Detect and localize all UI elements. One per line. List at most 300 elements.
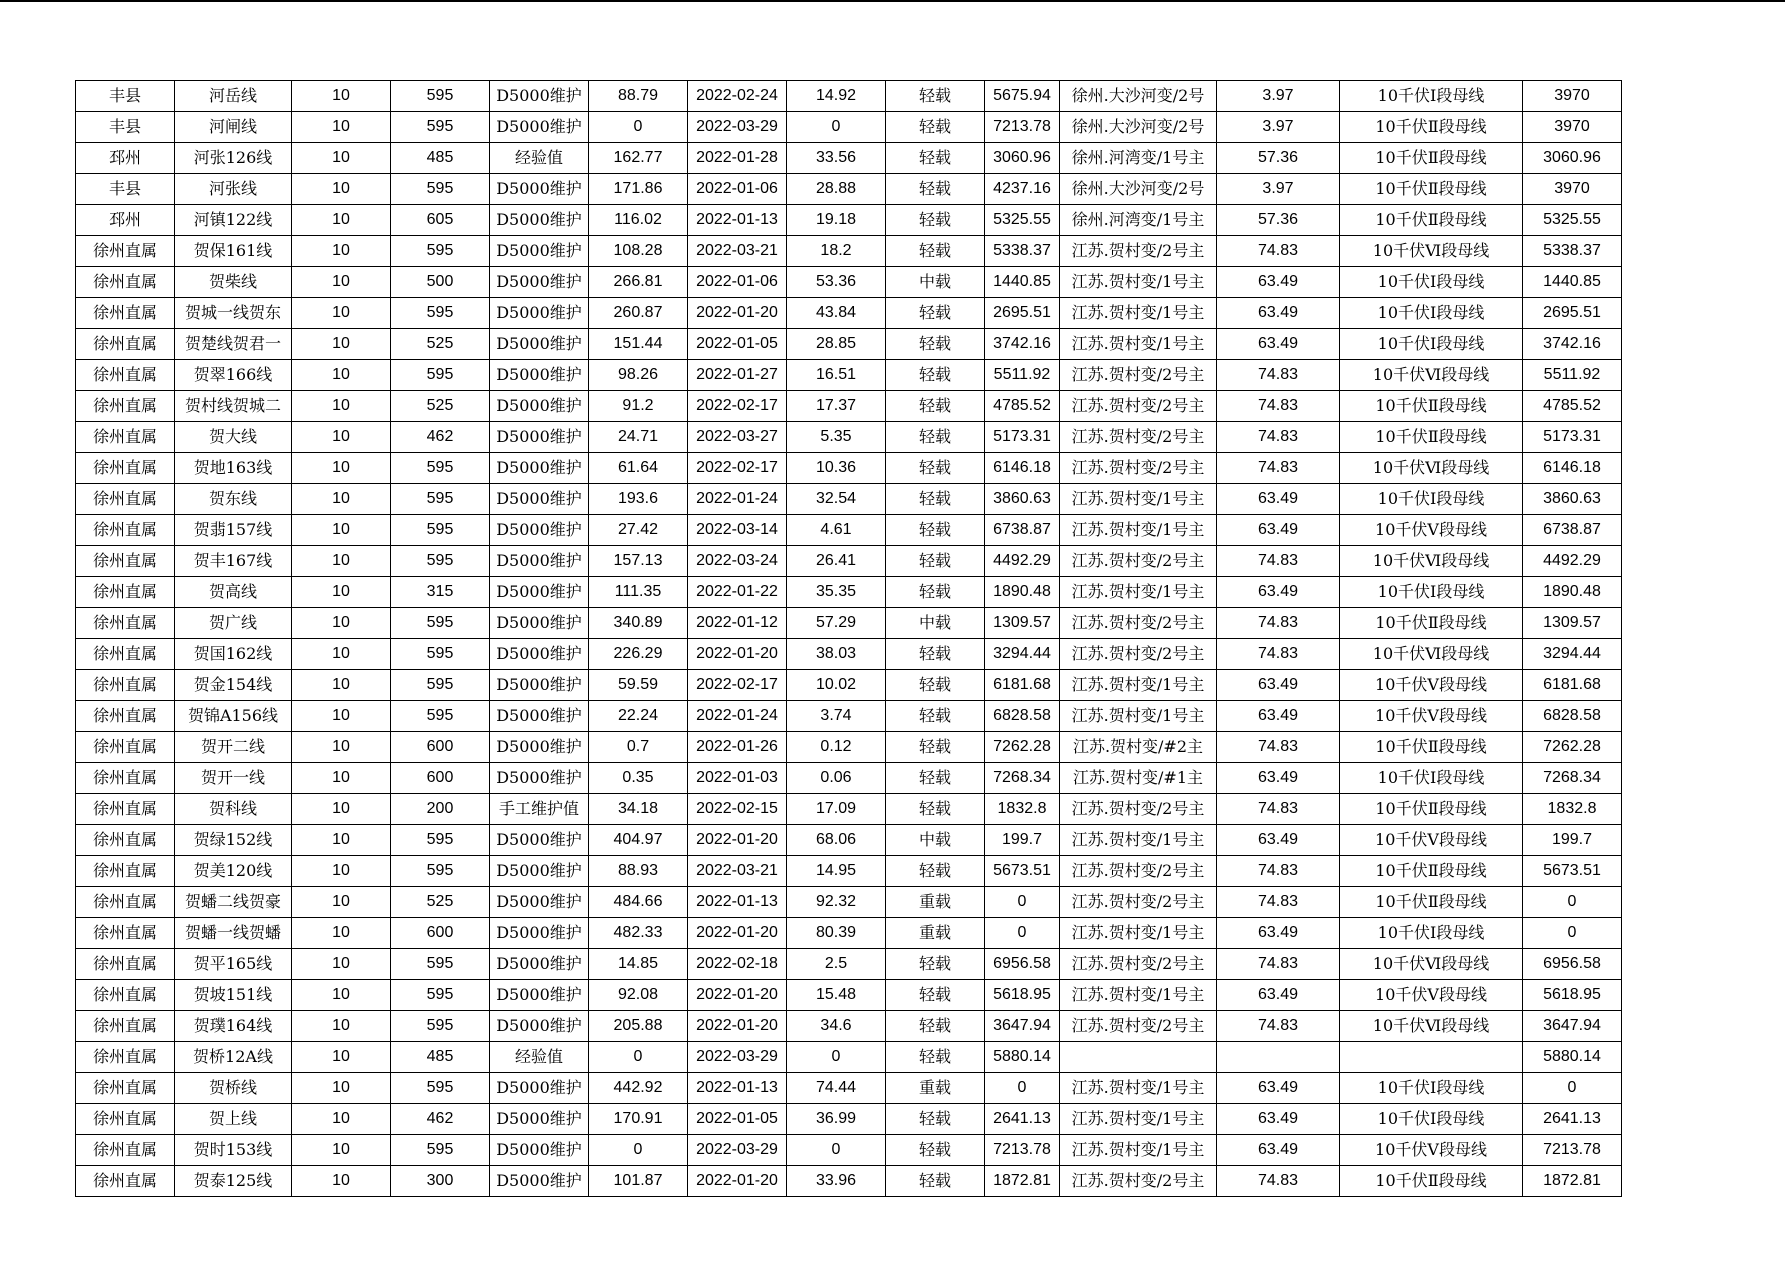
table-row [76,81,1622,112]
load-rate-cell: 0 [787,112,886,143]
voltage-cell: 10 [292,608,391,639]
available-capacity-cell: 1832.8 [985,794,1060,825]
transformer-cell: 江苏.贺村变/2号主 [1060,949,1217,980]
bus-section-cell: 10千伏Ⅰ段母线 [1340,918,1523,949]
load-rate-cell: 14.95 [787,856,886,887]
bus-section-cell: 10千伏Ⅴ段母线 [1340,670,1523,701]
available-capacity-cell: 5618.95 [985,980,1060,1011]
remaining-capacity-cell: 3860.63 [1523,484,1622,515]
table-row [76,949,1622,980]
source-cell: D5000维护 [490,763,589,794]
date-cell: 2022-01-27 [688,360,787,391]
table-row [76,422,1622,453]
current-cell: 170.91 [589,1104,688,1135]
available-capacity-cell: 1872.81 [985,1166,1060,1197]
region-cell: 徐州直属 [76,1166,175,1197]
load-rate-cell: 17.37 [787,391,886,422]
voltage-cell: 10 [292,887,391,918]
line-name-cell: 贺高线 [175,577,292,608]
remaining-capacity-cell: 1872.81 [1523,1166,1622,1197]
transformer-cell: 江苏.贺村变/1号主 [1060,298,1217,329]
region-cell: 徐州直属 [76,515,175,546]
available-capacity-cell: 7213.78 [985,112,1060,143]
transformer-cell: 江苏.贺村变/2号主 [1060,546,1217,577]
line-name-cell: 河张线 [175,174,292,205]
current-cell: 22.24 [589,701,688,732]
line-name-cell: 贺保161线 [175,236,292,267]
voltage-cell: 10 [292,1104,391,1135]
current-cell: 27.42 [589,515,688,546]
remaining-capacity-cell: 0 [1523,918,1622,949]
region-cell: 徐州直属 [76,453,175,484]
date-cell: 2022-03-29 [688,112,787,143]
table-row [76,1042,1622,1073]
voltage-cell: 10 [292,670,391,701]
remaining-capacity-cell: 4492.29 [1523,546,1622,577]
load-status-cell: 中载 [886,608,985,639]
available-capacity-cell: 2641.13 [985,1104,1060,1135]
table-row [76,794,1622,825]
line-name-cell: 贺开二线 [175,732,292,763]
table-row [76,1104,1622,1135]
load-rate-cell: 0.06 [787,763,886,794]
source-cell: D5000维护 [490,980,589,1011]
source-cell: D5000维护 [490,205,589,236]
source-cell: D5000维护 [490,608,589,639]
transformer-load-cell: 3.97 [1217,81,1340,112]
bus-section-cell: 10千伏Ⅰ段母线 [1340,1073,1523,1104]
region-cell: 丰县 [76,81,175,112]
source-cell: D5000维护 [490,918,589,949]
available-capacity-cell: 5880.14 [985,1042,1060,1073]
remaining-capacity-cell: 3742.16 [1523,329,1622,360]
load-status-cell: 轻载 [886,298,985,329]
available-capacity-cell: 0 [985,918,1060,949]
table-row [76,391,1622,422]
transformer-cell: 江苏.贺村变/2号主 [1060,391,1217,422]
date-cell: 2022-03-14 [688,515,787,546]
voltage-cell: 10 [292,236,391,267]
load-rate-cell: 43.84 [787,298,886,329]
region-cell: 徐州直属 [76,670,175,701]
capacity-cell: 600 [391,763,490,794]
current-cell: 157.13 [589,546,688,577]
table-row [76,236,1622,267]
transformer-cell: 江苏.贺村变/1号主 [1060,1104,1217,1135]
table-row [76,887,1622,918]
capacity-cell: 605 [391,205,490,236]
remaining-capacity-cell: 1832.8 [1523,794,1622,825]
load-status-cell: 轻载 [886,174,985,205]
transformer-cell: 江苏.贺村变/1号主 [1060,577,1217,608]
transformer-cell: 徐州.河湾变/1号主 [1060,143,1217,174]
current-cell: 260.87 [589,298,688,329]
transformer-load-cell: 63.49 [1217,515,1340,546]
date-cell: 2022-01-05 [688,329,787,360]
table-row [76,1135,1622,1166]
load-rate-cell: 26.41 [787,546,886,577]
line-name-cell: 贺桥线 [175,1073,292,1104]
bus-section-cell: 10千伏Ⅱ段母线 [1340,794,1523,825]
transformer-load-cell: 63.49 [1217,670,1340,701]
available-capacity-cell: 7262.28 [985,732,1060,763]
load-status-cell: 轻载 [886,391,985,422]
date-cell: 2022-01-12 [688,608,787,639]
table-row [76,143,1622,174]
available-capacity-cell: 1309.57 [985,608,1060,639]
bus-section-cell: 10千伏Ⅰ段母线 [1340,329,1523,360]
load-rate-cell: 0 [787,1042,886,1073]
available-capacity-cell: 3294.44 [985,639,1060,670]
source-cell: D5000维护 [490,670,589,701]
bus-section-cell: 10千伏Ⅰ段母线 [1340,763,1523,794]
table-row [76,639,1622,670]
region-cell: 徐州直属 [76,1042,175,1073]
available-capacity-cell: 4237.16 [985,174,1060,205]
voltage-cell: 10 [292,856,391,887]
available-capacity-cell: 7268.34 [985,763,1060,794]
remaining-capacity-cell: 0 [1523,1073,1622,1104]
source-cell: D5000维护 [490,81,589,112]
load-status-cell: 轻载 [886,236,985,267]
load-rate-cell: 35.35 [787,577,886,608]
transformer-load-cell: 74.83 [1217,236,1340,267]
date-cell: 2022-03-27 [688,422,787,453]
transformer-cell: 江苏.贺村变/#2主 [1060,732,1217,763]
date-cell: 2022-01-05 [688,1104,787,1135]
capacity-cell: 462 [391,422,490,453]
line-name-cell: 河镇122线 [175,205,292,236]
capacity-cell: 595 [391,360,490,391]
date-cell: 2022-03-21 [688,856,787,887]
load-status-cell: 轻载 [886,856,985,887]
voltage-cell: 10 [292,267,391,298]
date-cell: 2022-03-29 [688,1042,787,1073]
voltage-cell: 10 [292,391,391,422]
date-cell: 2022-01-06 [688,267,787,298]
date-cell: 2022-02-17 [688,391,787,422]
transformer-load-cell: 74.83 [1217,887,1340,918]
remaining-capacity-cell: 1440.85 [1523,267,1622,298]
source-cell: D5000维护 [490,1135,589,1166]
load-status-cell: 轻载 [886,143,985,174]
load-status-cell: 轻载 [886,1042,985,1073]
current-cell: 266.81 [589,267,688,298]
current-cell: 108.28 [589,236,688,267]
load-status-cell: 轻载 [886,81,985,112]
table-row [76,701,1622,732]
load-rate-cell: 80.39 [787,918,886,949]
line-name-cell: 河张126线 [175,143,292,174]
load-status-cell: 轻载 [886,1166,985,1197]
capacity-cell: 595 [391,298,490,329]
load-status-cell: 轻载 [886,949,985,980]
source-cell: D5000维护 [490,174,589,205]
bus-section-cell: 10千伏Ⅰ段母线 [1340,484,1523,515]
available-capacity-cell: 6956.58 [985,949,1060,980]
load-status-cell: 轻载 [886,484,985,515]
bus-section-cell: 10千伏Ⅱ段母线 [1340,391,1523,422]
remaining-capacity-cell: 6828.58 [1523,701,1622,732]
table-row [76,205,1622,236]
line-name-cell: 贺锦A156线 [175,701,292,732]
load-rate-cell: 32.54 [787,484,886,515]
load-status-cell: 轻载 [886,794,985,825]
load-rate-cell: 68.06 [787,825,886,856]
bus-section-cell: 10千伏Ⅰ段母线 [1340,577,1523,608]
capacity-cell: 595 [391,608,490,639]
table-row [76,732,1622,763]
transformer-cell: 徐州.河湾变/1号主 [1060,205,1217,236]
current-cell: 116.02 [589,205,688,236]
bus-section-cell: 10千伏Ⅱ段母线 [1340,1166,1523,1197]
region-cell: 徐州直属 [76,484,175,515]
load-status-cell: 轻载 [886,1104,985,1135]
line-name-cell: 贺绿152线 [175,825,292,856]
current-cell: 34.18 [589,794,688,825]
date-cell: 2022-02-24 [688,81,787,112]
remaining-capacity-cell: 7262.28 [1523,732,1622,763]
line-name-cell: 贺城一线贺东 [175,298,292,329]
region-cell: 徐州直属 [76,1135,175,1166]
table-row [76,360,1622,391]
bus-section-cell: 10千伏Ⅴ段母线 [1340,515,1523,546]
available-capacity-cell: 5673.51 [985,856,1060,887]
current-cell: 91.2 [589,391,688,422]
load-rate-cell: 28.88 [787,174,886,205]
table-row [76,918,1622,949]
region-cell: 徐州直属 [76,298,175,329]
capacity-cell: 595 [391,1135,490,1166]
voltage-cell: 10 [292,1011,391,1042]
bus-section-cell: 10千伏Ⅵ段母线 [1340,1011,1523,1042]
available-capacity-cell: 5511.92 [985,360,1060,391]
date-cell: 2022-03-24 [688,546,787,577]
table-row [76,298,1622,329]
line-name-cell: 贺村线贺城二 [175,391,292,422]
available-capacity-cell: 3647.94 [985,1011,1060,1042]
transformer-cell: 江苏.贺村变/2号主 [1060,360,1217,391]
voltage-cell: 10 [292,980,391,1011]
load-rate-cell: 17.09 [787,794,886,825]
transformer-cell: 江苏.贺村变/1号主 [1060,825,1217,856]
source-cell: D5000维护 [490,825,589,856]
region-cell: 徐州直属 [76,918,175,949]
table-row [76,453,1622,484]
load-rate-cell: 19.18 [787,205,886,236]
bus-section-cell: 10千伏Ⅰ段母线 [1340,267,1523,298]
region-cell: 徐州直属 [76,763,175,794]
load-rate-cell: 15.48 [787,980,886,1011]
line-name-cell: 贺科线 [175,794,292,825]
current-cell: 0 [589,1042,688,1073]
line-name-cell: 贺国162线 [175,639,292,670]
region-cell: 徐州直属 [76,1011,175,1042]
date-cell: 2022-01-13 [688,887,787,918]
transformer-cell: 江苏.贺村变/1号主 [1060,515,1217,546]
source-cell: 手工维护值 [490,794,589,825]
voltage-cell: 10 [292,453,391,484]
transformer-cell: 江苏.贺村变/1号主 [1060,267,1217,298]
current-cell: 0.7 [589,732,688,763]
bus-section-cell: 10千伏Ⅵ段母线 [1340,639,1523,670]
date-cell: 2022-01-20 [688,918,787,949]
transformer-load-cell: 63.49 [1217,267,1340,298]
capacity-cell: 595 [391,639,490,670]
capacity-cell: 525 [391,391,490,422]
transformer-load-cell: 74.83 [1217,1166,1340,1197]
remaining-capacity-cell: 4785.52 [1523,391,1622,422]
date-cell: 2022-01-22 [688,577,787,608]
transformer-load-cell: 74.83 [1217,949,1340,980]
line-name-cell: 贺大线 [175,422,292,453]
table-row [76,1166,1622,1197]
page-top-border [0,0,1785,2]
region-cell: 徐州直属 [76,825,175,856]
table-row [76,1073,1622,1104]
capacity-cell: 595 [391,949,490,980]
transformer-load-cell: 74.83 [1217,391,1340,422]
line-name-cell: 贺开一线 [175,763,292,794]
load-rate-cell: 4.61 [787,515,886,546]
transformer-load-cell: 74.83 [1217,732,1340,763]
available-capacity-cell: 5338.37 [985,236,1060,267]
current-cell: 88.93 [589,856,688,887]
load-rate-cell: 92.32 [787,887,886,918]
bus-section-cell: 10千伏Ⅴ段母线 [1340,825,1523,856]
voltage-cell: 10 [292,205,391,236]
load-status-cell: 轻载 [886,205,985,236]
table-row [76,515,1622,546]
load-rate-cell: 34.6 [787,1011,886,1042]
remaining-capacity-cell: 7268.34 [1523,763,1622,794]
table-row [76,174,1622,205]
remaining-capacity-cell: 5618.95 [1523,980,1622,1011]
date-cell: 2022-02-15 [688,794,787,825]
source-cell: D5000维护 [490,329,589,360]
current-cell: 61.64 [589,453,688,484]
voltage-cell: 10 [292,918,391,949]
load-status-cell: 轻载 [886,360,985,391]
bus-section-cell: 10千伏Ⅱ段母线 [1340,174,1523,205]
transformer-cell: 江苏.贺村变/2号主 [1060,639,1217,670]
line-name-cell: 贺柴线 [175,267,292,298]
transformer-load-cell: 74.83 [1217,1011,1340,1042]
voltage-cell: 10 [292,825,391,856]
region-cell: 徐州直属 [76,422,175,453]
line-name-cell: 贺蟠一线贺蟠 [175,918,292,949]
available-capacity-cell: 6146.18 [985,453,1060,484]
transformer-cell: 徐州.大沙河变/2号 [1060,174,1217,205]
transformer-load-cell: 74.83 [1217,360,1340,391]
line-name-cell: 贺翠166线 [175,360,292,391]
source-cell: D5000维护 [490,732,589,763]
remaining-capacity-cell: 7213.78 [1523,1135,1622,1166]
available-capacity-cell: 4492.29 [985,546,1060,577]
current-cell: 98.26 [589,360,688,391]
date-cell: 2022-01-28 [688,143,787,174]
transformer-cell: 江苏.贺村变/2号主 [1060,887,1217,918]
voltage-cell: 10 [292,763,391,794]
line-name-cell: 贺翡157线 [175,515,292,546]
source-cell: D5000维护 [490,422,589,453]
load-status-cell: 重载 [886,918,985,949]
capacity-cell: 595 [391,670,490,701]
transformer-cell: 江苏.贺村变/1号主 [1060,980,1217,1011]
load-status-cell: 轻载 [886,422,985,453]
bus-section-cell: 10千伏Ⅱ段母线 [1340,732,1523,763]
region-cell: 徐州直属 [76,980,175,1011]
capacity-cell: 462 [391,1104,490,1135]
table-row [76,608,1622,639]
transformer-load-cell: 63.49 [1217,918,1340,949]
load-status-cell: 轻载 [886,112,985,143]
line-name-cell: 贺美120线 [175,856,292,887]
load-status-cell: 重载 [886,1073,985,1104]
source-cell: D5000维护 [490,267,589,298]
source-cell: 经验值 [490,143,589,174]
remaining-capacity-cell: 199.7 [1523,825,1622,856]
voltage-cell: 10 [292,732,391,763]
region-cell: 徐州直属 [76,391,175,422]
transformer-cell: 江苏.贺村变/1号主 [1060,701,1217,732]
current-cell: 226.29 [589,639,688,670]
bus-section-cell: 10千伏Ⅰ段母线 [1340,298,1523,329]
date-cell: 2022-02-17 [688,453,787,484]
load-status-cell: 轻载 [886,639,985,670]
voltage-cell: 10 [292,577,391,608]
date-cell: 2022-01-20 [688,980,787,1011]
region-cell: 徐州直属 [76,360,175,391]
capacity-cell: 595 [391,1011,490,1042]
transformer-cell: 江苏.贺村变/1号主 [1060,1135,1217,1166]
transformer-load-cell: 63.49 [1217,701,1340,732]
capacity-cell: 600 [391,732,490,763]
remaining-capacity-cell: 5173.31 [1523,422,1622,453]
date-cell: 2022-01-24 [688,701,787,732]
bus-section-cell: 10千伏Ⅴ段母线 [1340,1135,1523,1166]
source-cell: D5000维护 [490,484,589,515]
line-name-cell: 贺桥12A线 [175,1042,292,1073]
current-cell: 92.08 [589,980,688,1011]
transformer-cell: 江苏.贺村变/2号主 [1060,422,1217,453]
bus-section-cell: 10千伏Ⅵ段母线 [1340,546,1523,577]
region-cell: 徐州直属 [76,887,175,918]
region-cell: 徐州直属 [76,856,175,887]
load-rate-cell: 38.03 [787,639,886,670]
source-cell: D5000维护 [490,453,589,484]
load-rate-cell: 10.02 [787,670,886,701]
line-name-cell: 贺时153线 [175,1135,292,1166]
transformer-load-cell: 63.49 [1217,1135,1340,1166]
transformer-cell: 徐州.大沙河变/2号 [1060,81,1217,112]
current-cell: 0 [589,112,688,143]
transformer-load-cell: 63.49 [1217,329,1340,360]
voltage-cell: 10 [292,174,391,205]
capacity-cell: 595 [391,81,490,112]
bus-section-cell [1340,1042,1523,1073]
available-capacity-cell: 6181.68 [985,670,1060,701]
remaining-capacity-cell: 5673.51 [1523,856,1622,887]
voltage-cell: 10 [292,949,391,980]
line-name-cell: 贺东线 [175,484,292,515]
available-capacity-cell: 0 [985,887,1060,918]
date-cell: 2022-03-29 [688,1135,787,1166]
table-row [76,112,1622,143]
table-row [76,484,1622,515]
source-cell: D5000维护 [490,639,589,670]
current-cell: 340.89 [589,608,688,639]
